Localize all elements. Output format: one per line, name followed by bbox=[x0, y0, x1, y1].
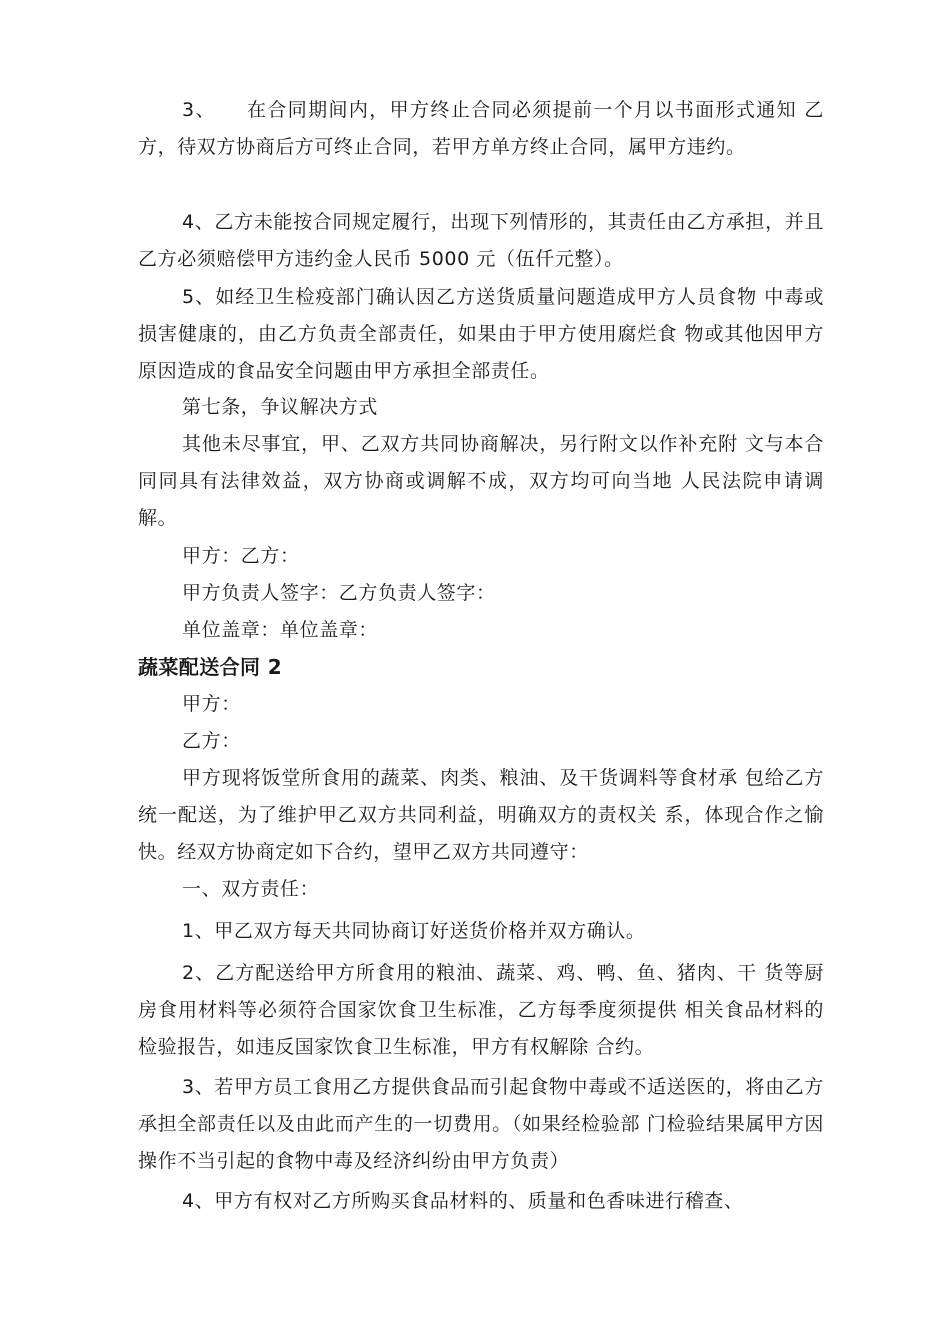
contract-intro-paragraph: 甲方现将饭堂所食用的蔬菜、肉类、粮油、及干货调料等食材承 包给乙方统一配送，为了维护甲乙双方共同利益，明确双方的责权关 系，体现合作之愉快。经双方协商定如下合约，望甲乙双方共同遵守： bbox=[138, 767, 824, 863]
section-title: 蔬菜配送合同 2 bbox=[138, 655, 283, 679]
responsibilities-heading: 一、双方责任： bbox=[182, 878, 320, 900]
responsibility-3-paragraph: 3、若甲方员工食用乙方提供食品而引起食物中毒或不适送医的，将由乙方承担全部责任以及由此而产生的一切费用。（如果经检验部 门检验结果属甲方因操作不当引起的食物中毒及经济纠纷由甲方负责） bbox=[138, 1076, 824, 1172]
dispute-resolution-paragraph: 其他未尽事宜，甲、乙双方共同协商解决，另行附文以作补充附 文与本合同同具有法律效益，双方协商或调解不成，双方均可向当地 人民法院申请调解。 bbox=[138, 433, 824, 529]
responsibility-1-paragraph: 1、甲乙双方每天共同协商订好送货价格并双方确认。 bbox=[182, 920, 646, 942]
clause-5-paragraph: 5、如经卫生检疫部门确认因乙方送货质量问题造成甲方人员食物 中毒或损害健康的，由乙方负责全部责任，如果由于甲方使用腐烂食 物或其他因甲方原因造成的食品安全问题由甲方承担全部责任。 bbox=[138, 286, 824, 382]
parties-signature-line: 甲方：乙方： bbox=[182, 545, 300, 567]
party-b-line: 乙方： bbox=[182, 730, 241, 752]
article-7-heading: 第七条，争议解决方式 bbox=[182, 396, 379, 418]
responsibility-2-paragraph: 2、乙方配送给甲方所食用的粮油、蔬菜、鸡、鸭、鱼、猪肉、干 货等厨房食用材料等必须符合国家饮食卫生标准，乙方每季度须提供 相关食品材料的检验报告，如违反国家饮食卫生标准，甲方有权解除 合约。 bbox=[138, 962, 824, 1058]
party-a-line: 甲方： bbox=[182, 693, 241, 715]
clause-3-paragraph: 3、 在合同期间内，甲方终止合同必须提前一个月以书面形式通知 乙方，待双方协商后方可终止合同，若甲方单方终止合同，属甲方违约。 bbox=[138, 99, 824, 158]
clause-4-paragraph: 4、乙方未能按合同规定履行，出现下列情形的，其责任由乙方承担，并且乙方必须赔偿甲方违约金人民币 5000 元（伍仟元整）。 bbox=[138, 211, 824, 270]
responsibility-4-paragraph: 4、甲方有权对乙方所购买食品材料的、质量和色香味进行稽查、 bbox=[182, 1190, 744, 1212]
representative-signature-line: 甲方负责人签字：乙方负责人签字： bbox=[182, 582, 496, 604]
company-seal-line: 单位盖章：单位盖章： bbox=[182, 619, 379, 641]
